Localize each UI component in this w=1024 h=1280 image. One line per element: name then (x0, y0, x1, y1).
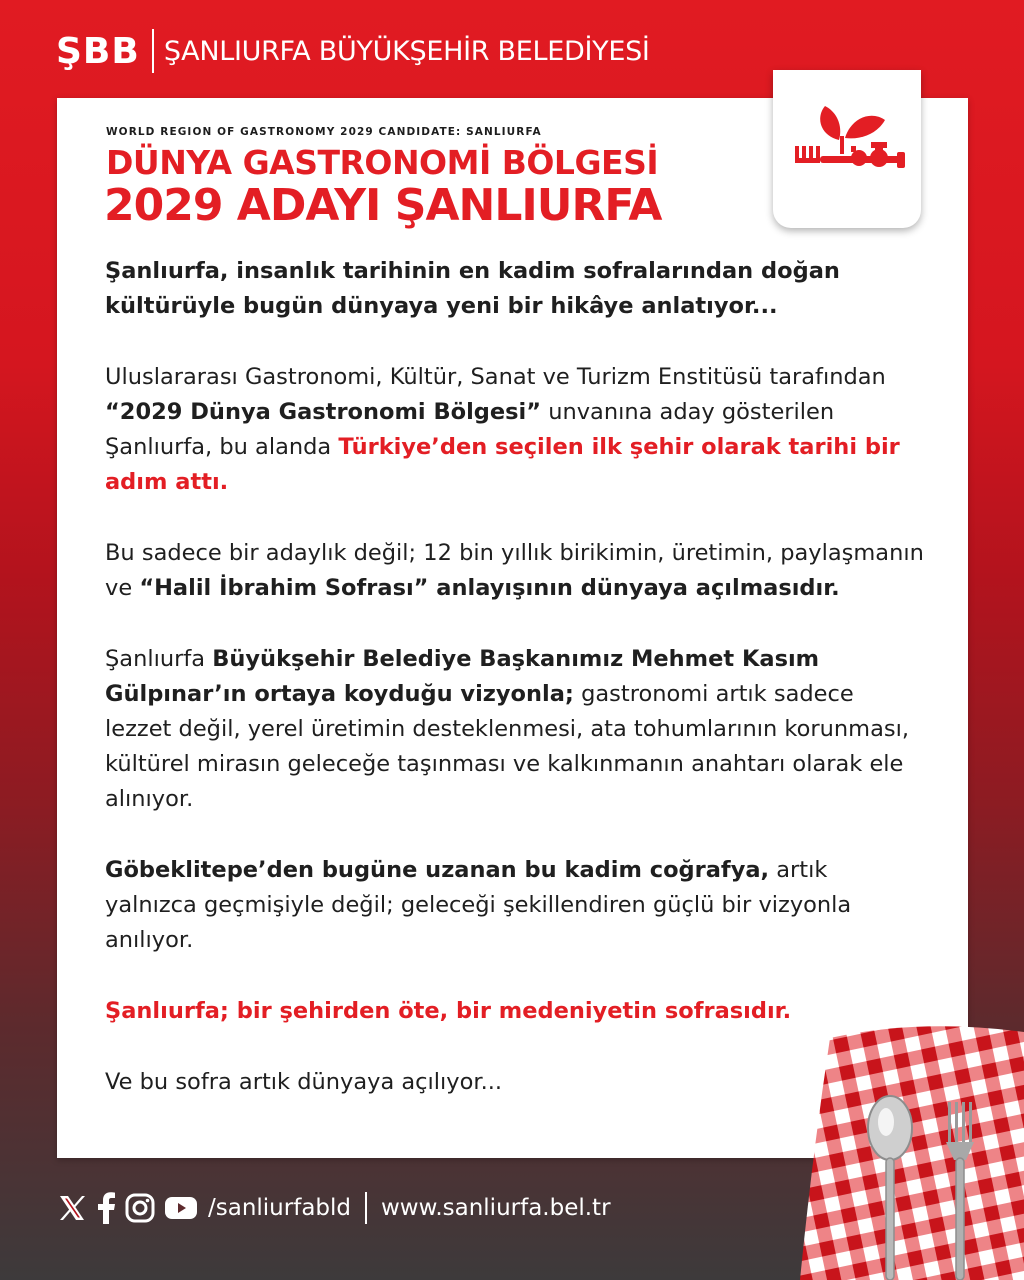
p3-text-b: “Halil İbrahim Sofrası” anlayışının dünyaya açılmasıdır. (139, 575, 840, 601)
paragraph-institute (105, 360, 925, 500)
x-icon[interactable] (56, 1192, 88, 1224)
slogan-text: Şanlıurfa; bir şehirden öte, bir medeniyetin sofrasıdır. (105, 998, 792, 1024)
paragraph-candidacy (105, 536, 925, 606)
title-line-2: 2029 ADAYI ŞANLIURFA (104, 180, 662, 231)
p2-text-c: unvanına aday gösterilen Şanlıurfa, bu alanda (105, 399, 835, 460)
header (56, 24, 650, 78)
footer (56, 1188, 611, 1228)
closing-text: Ve bu sofra artık dünyaya açılıyor... (105, 1069, 503, 1095)
body-text (105, 254, 925, 1136)
instagram-icon[interactable] (124, 1192, 156, 1224)
footer-divider (365, 1192, 367, 1224)
org-name: ŞANLIURFA BÜYÜKŞEHİR BELEDİYESİ (163, 35, 650, 67)
p4-text-b: Büyükşehir Belediye Başkanımız Mehmet Kasım Gülpınar’ın ortaya koyduğu vizyonla; (105, 646, 820, 707)
sbb-logo: ŞBB (56, 30, 140, 72)
social-handle[interactable]: /sanliurfabld (208, 1195, 351, 1221)
paragraph-vision (105, 642, 925, 817)
p4-text-a: Şanlıurfa (105, 646, 213, 672)
p5-text-b: artık yalnızca geçmişiyle değil; geleceği şekillendiren güçlü bir vizyonla anılıyor. (105, 857, 852, 953)
fork-leaf-gastronomy-icon (781, 100, 913, 180)
website-link[interactable]: www.sanliurfa.bel.tr (381, 1195, 611, 1221)
paragraph-gobeklitepe (105, 853, 925, 958)
paragraph-intro (105, 254, 925, 324)
p2-text-a: Uluslararası Gastronomi, Kültür, Sanat ve Turizm Enstitüsü tarafından (105, 364, 886, 390)
facebook-icon[interactable] (96, 1192, 116, 1224)
p4-text-c: gastronomi artık sadece lezzet değil, yerel üretimin desteklenmesi, ata tohumlarının korunması, kültürel mirasın geleceğe taşınması ve kalkınmanın anahtarı olarak ele alınıyor. (105, 681, 909, 812)
title-line-1: DÜNYA GASTRONOMİ BÖLGESİ (106, 143, 659, 182)
tablecloth-cutlery-illustration (800, 1018, 1024, 1280)
gastronomy-badge (773, 70, 921, 228)
youtube-icon[interactable] (164, 1195, 198, 1221)
eyebrow-text: WORLD REGION OF GASTRONOMY 2029 CANDIDATE: SANLIURFA (106, 126, 542, 138)
p2-text-d: Türkiye’den seçilen ilk şehir olarak tarihi bir adım attı. (105, 434, 900, 495)
header-divider (152, 29, 154, 73)
p5-text-a: Göbeklitepe’den bugüne uzanan bu kadim coğrafya, (105, 857, 770, 883)
intro-text: Şanlıurfa, insanlık tarihinin en kadim sofralarından doğan kültürüyle bugün dünyaya yeni bir hikâye anlatıyor... (105, 258, 840, 319)
p2-text-b: “2029 Dünya Gastronomi Bölgesi” (105, 399, 542, 425)
p3-text-a: Bu sadece bir adaylık değil; 12 bin yıllık birikimin, üretimin, paylaşmanın ve (105, 540, 924, 601)
